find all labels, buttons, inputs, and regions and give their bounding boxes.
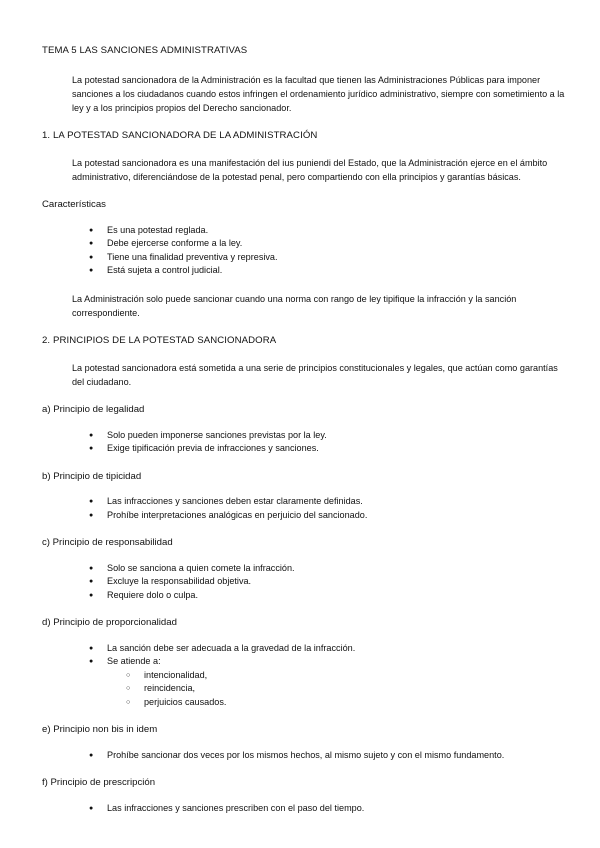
principle-prescripcion-list: [42, 802, 572, 816]
characteristics-list: [42, 224, 572, 278]
criteria-sublist: [107, 669, 572, 710]
list-item: ● Debe ejercerse conforme a la ley.: [42, 237, 572, 251]
section-1-closing: La Administración solo puede sancionar cuando una norma con rango de ley tipifique la infracción y la sanción correspondiente.: [72, 293, 517, 318]
section-1-paragraph: La potestad sancionadora es una manifestación del ius puniendi del Estado, que la Administración ejerce en el ámbito administrativo, diferenciándose de la potestad penal, pero compartiendo con ella principios y garantías básicas.: [72, 158, 548, 182]
principle-legalidad-heading: a) Principio de legalidad: [42, 404, 145, 415]
sublist-item: ○ perjuicios causados.: [107, 696, 572, 710]
list-item: ● Tiene una finalidad preventiva y represiva.: [42, 251, 572, 265]
list-item: [42, 655, 572, 709]
principle-tipicidad-list: [42, 495, 572, 522]
list-item: ● Solo pueden imponerse sanciones previstas por la ley.: [42, 429, 572, 443]
section-1-heading: 1. LA POTESTAD SANCIONADORA DE LA ADMINISTRACIÓN: [42, 129, 318, 141]
list-item: ● Excluye la responsabilidad objetiva.: [42, 575, 572, 589]
list-item: ● Está sujeta a control judicial.: [42, 264, 572, 278]
list-item: ● Solo se sanciona a quien comete la infracción.: [42, 562, 572, 576]
principle-responsabilidad-heading: c) Principio de responsabilidad: [42, 537, 173, 548]
principle-non-bis-in-idem-list: [42, 749, 572, 763]
list-item: ● La sanción debe ser adecuada a la gravedad de la infracción.: [42, 642, 572, 656]
list-item-label: Se atiende a:: [107, 656, 161, 666]
principle-proporcionalidad-list: [42, 642, 572, 710]
list-item: ● Las infracciones y sanciones prescriben con el paso del tiempo.: [42, 802, 572, 816]
section-2-heading: 2. PRINCIPIOS DE LA POTESTAD SANCIONADORA: [42, 334, 277, 346]
characteristics-label: Características: [42, 199, 106, 210]
list-item: ● Es una potestad reglada.: [42, 224, 572, 238]
list-item: ● Exige tipificación previa de infracciones y sanciones.: [42, 442, 572, 456]
sublist-item: ○ intencionalidad,: [107, 669, 572, 683]
section-2-paragraph: La potestad sancionadora está sometida a una serie de principios constitucionales y legales, que actúan como garantías del ciudadano.: [72, 363, 558, 387]
principle-legalidad-list: [42, 429, 572, 456]
principle-responsabilidad-list: [42, 562, 572, 603]
intro-paragraph: La potestad sancionadora de la Administración es la facultad que tienen las Administraciones Públicas para imponer sanciones a los ciudadanos cuando estos infringen el ordenamiento jurídico administrativo, siempre con sometimiento a la ley y a los principios propios del Derecho sancionador.: [72, 74, 565, 113]
list-item: ● Prohíbe interpretaciones analógicas en perjuicio del sancionado.: [42, 509, 572, 523]
principle-tipicidad-heading: b) Principio de tipicidad: [42, 470, 142, 482]
document-title: TEMA 5 LAS SANCIONES ADMINISTRATIVAS: [42, 45, 248, 56]
list-item: ● Las infracciones y sanciones deben estar claramente definidas.: [42, 495, 572, 509]
sublist-item: ○ reincidencia,: [107, 682, 572, 696]
principle-non-bis-in-idem-heading: e) Principio non bis in idem: [42, 724, 158, 735]
list-item: ● Requiere dolo o culpa.: [42, 589, 572, 603]
principle-proporcionalidad-heading: d) Principio de proporcionalidad: [42, 617, 177, 628]
list-item: ● Prohíbe sancionar dos veces por los mismos hechos, al mismo sujeto y con el mismo fundamento.: [42, 749, 572, 763]
principle-prescripcion-heading: f) Principio de prescripción: [42, 777, 156, 788]
